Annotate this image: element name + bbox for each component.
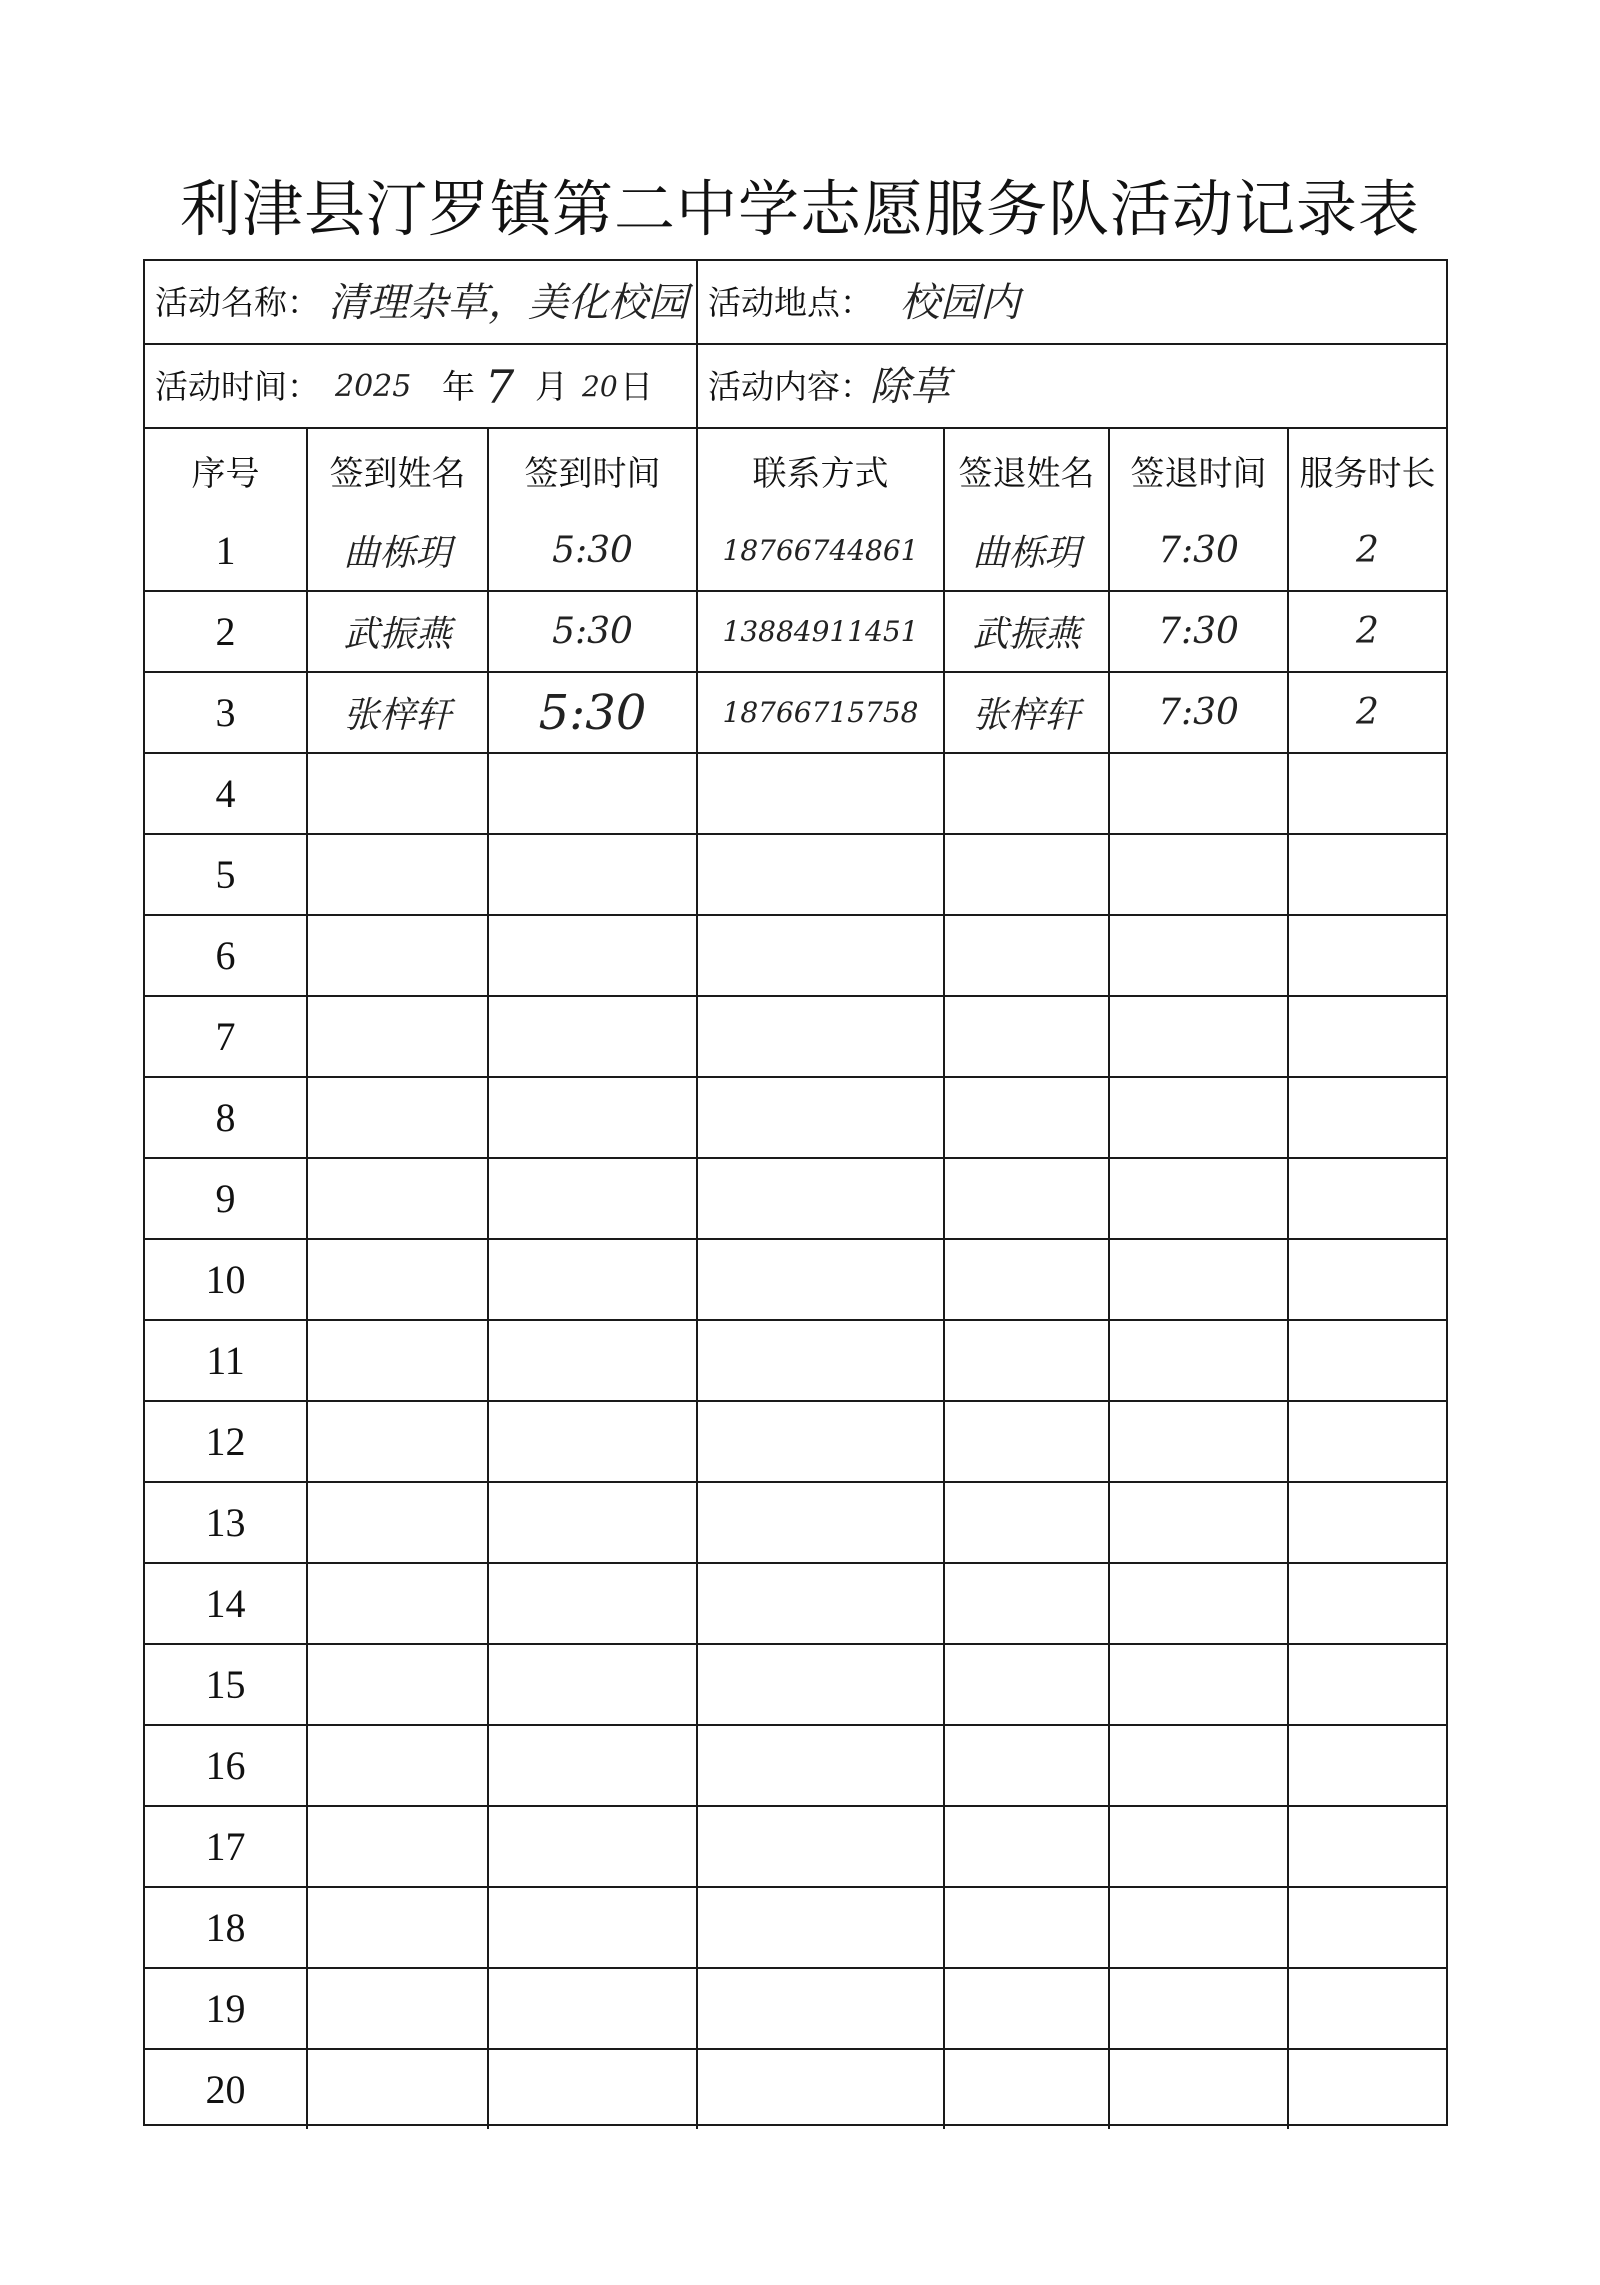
checkin-time-cell — [488, 2049, 697, 2129]
row-seq: 1 — [145, 511, 307, 591]
checkin-name-cell — [307, 1239, 488, 1320]
contact-cell — [697, 1482, 944, 1563]
checkin-name-cell — [307, 996, 488, 1077]
checkin-time-cell — [488, 1563, 697, 1644]
row-seq: 19 — [145, 1968, 307, 2049]
duration-cell — [1288, 996, 1446, 1077]
checkout-name-cell — [944, 2049, 1109, 2129]
checkin-time-cell — [488, 1968, 697, 2049]
row-seq: 13 — [145, 1482, 307, 1563]
duration-cell — [1288, 1239, 1446, 1320]
row-seq: 10 — [145, 1239, 307, 1320]
checkout-name-cell — [944, 996, 1109, 1077]
duration-cell — [1288, 1077, 1446, 1158]
duration-cell — [1288, 834, 1446, 915]
year-label: 年 — [442, 367, 475, 406]
row-seq: 12 — [145, 1401, 307, 1482]
checkout-time-cell — [1109, 1482, 1288, 1563]
checkin-name-cell — [307, 1320, 488, 1401]
contact-cell: 13884911451 — [697, 591, 944, 672]
checkout-time-cell — [1109, 915, 1288, 996]
checkin-time-cell — [488, 1887, 697, 1968]
checkout-time-cell — [1109, 996, 1288, 1077]
checkin-time-cell — [488, 1158, 697, 1239]
table-row — [145, 591, 1446, 672]
checkin-name-cell: 武振燕 — [307, 591, 488, 672]
checkin-time-cell: 5:30 — [488, 672, 697, 753]
checkin-time-cell — [488, 915, 697, 996]
contact-cell — [697, 1077, 944, 1158]
checkout-time-cell — [1109, 1563, 1288, 1644]
activity-name-value: 清理杂草，美化校园 — [328, 280, 688, 326]
checkout-name-cell — [944, 1158, 1109, 1239]
checkin-name-cell — [307, 1644, 488, 1725]
checkin-name-cell — [307, 1887, 488, 1968]
header-checkin-time: 签到时间 — [488, 429, 697, 511]
contact-cell — [697, 1806, 944, 1887]
checkout-name-cell — [944, 1077, 1109, 1158]
activity-location-value: 校园内 — [900, 280, 1020, 326]
contact-cell — [697, 1887, 944, 1968]
duration-cell: 2 — [1288, 511, 1446, 591]
duration-cell — [1288, 1887, 1446, 1968]
record-sheet — [143, 259, 1448, 2126]
activity-time-label: 活动时间： — [155, 367, 320, 406]
checkin-time-cell — [488, 1644, 697, 1725]
contact-cell — [697, 1725, 944, 1806]
checkin-time-cell — [488, 834, 697, 915]
duration-cell — [1288, 1968, 1446, 2049]
contact-cell — [697, 1401, 944, 1482]
checkout-time-cell — [1109, 1077, 1288, 1158]
contact-cell — [697, 1239, 944, 1320]
header-checkout-name: 签退姓名 — [944, 429, 1109, 511]
contact-cell: 18766715758 — [697, 672, 944, 753]
row-seq: 8 — [145, 1077, 307, 1158]
form-title: 利津县汀罗镇第二中学志愿服务队活动记录表 — [179, 174, 1420, 245]
duration-cell — [1288, 1401, 1446, 1482]
table-row — [145, 1968, 1446, 2049]
checkout-time-cell: 7:30 — [1109, 511, 1288, 591]
checkout-name-cell — [944, 1968, 1109, 2049]
checkout-name-cell — [944, 1725, 1109, 1806]
table-row — [145, 1563, 1446, 1644]
checkout-name-cell — [944, 753, 1109, 834]
checkin-name-cell — [307, 1968, 488, 2049]
duration-cell: 2 — [1288, 672, 1446, 753]
checkout-time-cell — [1109, 1725, 1288, 1806]
checkin-name-cell — [307, 915, 488, 996]
table-row — [145, 1887, 1446, 1968]
checkout-name-cell: 武振燕 — [944, 591, 1109, 672]
checkin-name-cell — [307, 2049, 488, 2129]
row-seq: 2 — [145, 591, 307, 672]
checkout-name-cell — [944, 1563, 1109, 1644]
table-row — [145, 1158, 1446, 1239]
checkin-time-cell: 5:30 — [488, 511, 697, 591]
table-row — [145, 511, 1446, 591]
checkout-time-cell — [1109, 1806, 1288, 1887]
checkin-name-cell — [307, 1077, 488, 1158]
checkout-name-cell — [944, 1482, 1109, 1563]
row-seq: 5 — [145, 834, 307, 915]
activity-month: 7 — [485, 360, 515, 414]
contact-cell — [697, 1320, 944, 1401]
checkin-name-cell — [307, 753, 488, 834]
table-row — [145, 2049, 1446, 2129]
checkout-time-cell — [1109, 1887, 1288, 1968]
checkin-time-cell: 5:30 — [488, 591, 697, 672]
header-duration: 服务时长 — [1288, 429, 1446, 511]
table-row — [145, 996, 1446, 1077]
row-seq: 14 — [145, 1563, 307, 1644]
checkout-time-cell — [1109, 1158, 1288, 1239]
checkout-time-cell — [1109, 1644, 1288, 1725]
checkin-time-cell — [488, 1482, 697, 1563]
header-seq: 序号 — [145, 429, 307, 511]
duration-cell — [1288, 1320, 1446, 1401]
checkin-time-cell — [488, 1077, 697, 1158]
header-contact: 联系方式 — [697, 429, 944, 511]
checkin-time-cell — [488, 1239, 697, 1320]
day-label: 日 — [620, 367, 653, 406]
duration-cell — [1288, 1482, 1446, 1563]
duration-cell — [1288, 915, 1446, 996]
activity-content-value: 除草 — [870, 364, 950, 410]
checkin-name-cell — [307, 834, 488, 915]
duration-cell: 2 — [1288, 591, 1446, 672]
duration-cell — [1288, 753, 1446, 834]
contact-cell — [697, 1158, 944, 1239]
table-row — [145, 1401, 1446, 1482]
activity-location-label: 活动地点： — [708, 283, 873, 322]
checkin-time-cell — [488, 1320, 697, 1401]
checkout-name-cell — [944, 834, 1109, 915]
header-checkout-time: 签退时间 — [1109, 429, 1288, 511]
checkout-time-cell — [1109, 1320, 1288, 1401]
duration-cell — [1288, 1563, 1446, 1644]
checkin-time-cell — [488, 1401, 697, 1482]
checkin-name-cell — [307, 1806, 488, 1887]
table-row — [145, 1725, 1446, 1806]
checkin-name-cell — [307, 1725, 488, 1806]
row-seq: 17 — [145, 1806, 307, 1887]
checkout-time-cell: 7:30 — [1109, 672, 1288, 753]
checkin-name-cell — [307, 1482, 488, 1563]
checkin-time-cell — [488, 1725, 697, 1806]
row-seq: 7 — [145, 996, 307, 1077]
checkin-name-cell: 曲栎玥 — [307, 511, 488, 591]
checkin-time-cell — [488, 996, 697, 1077]
checkout-name-cell — [944, 1644, 1109, 1725]
contact-cell — [697, 2049, 944, 2129]
checkin-time-cell — [488, 1806, 697, 1887]
row-seq: 11 — [145, 1320, 307, 1401]
info-divider — [696, 261, 698, 429]
month-label: 月 — [535, 367, 568, 406]
checkin-name-cell — [307, 1563, 488, 1644]
activity-year: 2025 — [335, 369, 412, 404]
checkout-time-cell — [1109, 1401, 1288, 1482]
checkin-time-cell — [488, 753, 697, 834]
duration-cell — [1288, 1725, 1446, 1806]
contact-cell — [697, 834, 944, 915]
table-row — [145, 834, 1446, 915]
table-row — [145, 1806, 1446, 1887]
checkout-name-cell — [944, 1401, 1109, 1482]
contact-cell — [697, 753, 944, 834]
checkout-name-cell: 曲栎玥 — [944, 511, 1109, 591]
checkout-name-cell — [944, 1806, 1109, 1887]
attendance-table — [145, 429, 1446, 2129]
checkout-time-cell — [1109, 753, 1288, 834]
checkin-name-cell: 张梓轩 — [307, 672, 488, 753]
checkout-time-cell: 7:30 — [1109, 591, 1288, 672]
duration-cell — [1288, 1644, 1446, 1725]
table-header-row — [145, 429, 1446, 511]
row-seq: 18 — [145, 1887, 307, 1968]
table-row — [145, 1239, 1446, 1320]
activity-name-label: 活动名称： — [155, 283, 320, 322]
duration-cell — [1288, 1158, 1446, 1239]
table-row — [145, 672, 1446, 753]
table-row — [145, 1320, 1446, 1401]
header-checkin-name: 签到姓名 — [307, 429, 488, 511]
info-row-time-content — [145, 345, 1446, 429]
table-row — [145, 1644, 1446, 1725]
checkin-name-cell — [307, 1401, 488, 1482]
activity-content-label: 活动内容： — [708, 367, 873, 406]
info-row-name-location — [145, 261, 1446, 345]
row-seq: 3 — [145, 672, 307, 753]
checkout-time-cell — [1109, 2049, 1288, 2129]
row-seq: 6 — [145, 915, 307, 996]
checkout-time-cell — [1109, 1239, 1288, 1320]
contact-cell — [697, 1563, 944, 1644]
contact-cell — [697, 915, 944, 996]
checkout-time-cell — [1109, 1968, 1288, 2049]
contact-cell — [697, 996, 944, 1077]
checkout-name-cell — [944, 1320, 1109, 1401]
duration-cell — [1288, 2049, 1446, 2129]
duration-cell — [1288, 1806, 1446, 1887]
row-seq: 16 — [145, 1725, 307, 1806]
row-seq: 15 — [145, 1644, 307, 1725]
row-seq: 20 — [145, 2049, 307, 2129]
checkout-time-cell — [1109, 834, 1288, 915]
table-row — [145, 915, 1446, 996]
table-row — [145, 1077, 1446, 1158]
contact-cell — [697, 1968, 944, 2049]
checkout-name-cell — [944, 915, 1109, 996]
table-row — [145, 1482, 1446, 1563]
table-row — [145, 753, 1446, 834]
checkout-name-cell: 张梓轩 — [944, 672, 1109, 753]
row-seq: 4 — [145, 753, 307, 834]
activity-day: 20 — [582, 370, 618, 403]
checkout-name-cell — [944, 1239, 1109, 1320]
checkin-name-cell — [307, 1158, 488, 1239]
contact-cell: 18766744861 — [697, 511, 944, 591]
row-seq: 9 — [145, 1158, 307, 1239]
checkout-name-cell — [944, 1887, 1109, 1968]
contact-cell — [697, 1644, 944, 1725]
